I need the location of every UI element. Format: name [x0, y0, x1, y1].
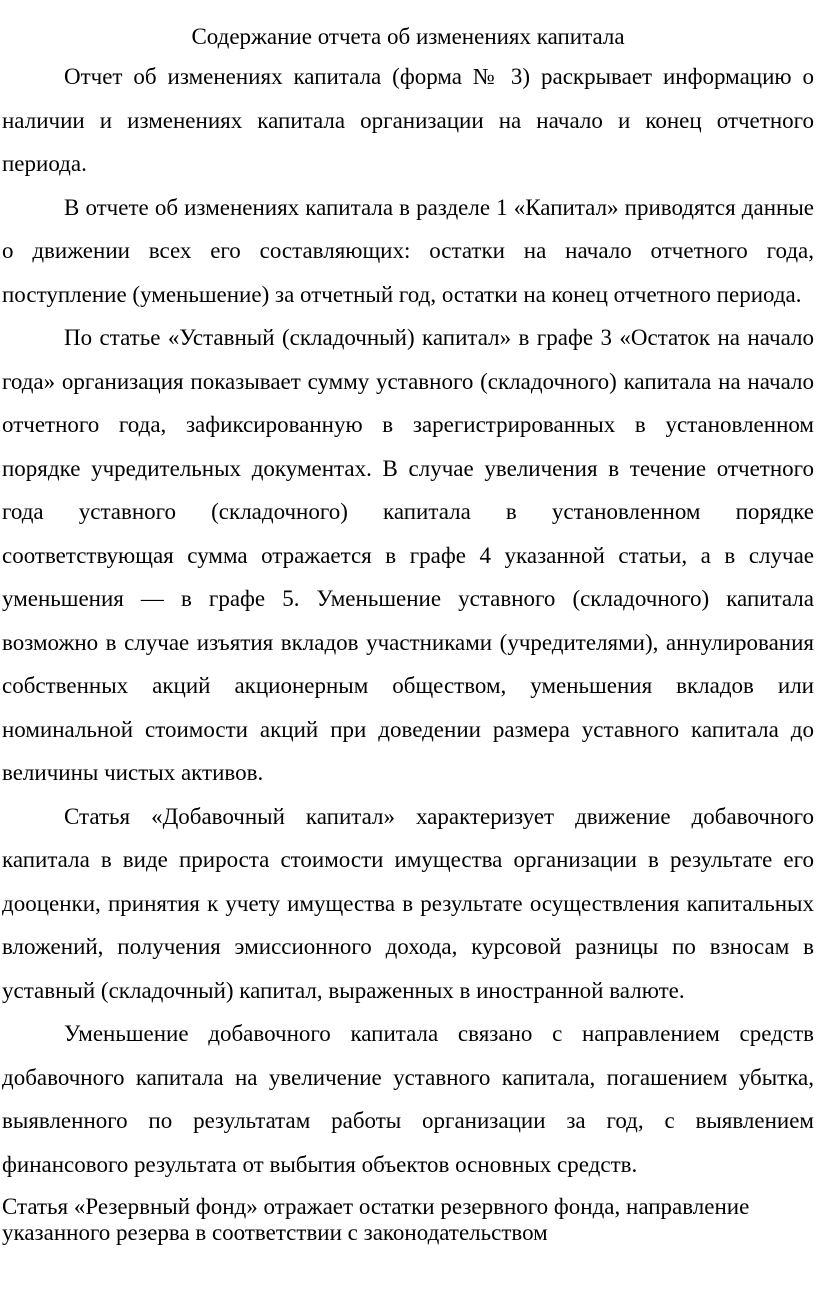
- paragraph-4: Статья «Добавочный капитал» характеризует движение добавочного капитала в виде прироста стоимости имущества организации в результате его дооценки, принятия к учету имущества в результате осуществления капитальных вложений, получения эмиссионного дохода, курсовой разницы по взносам в уставный (складочный) капитал, выраженных в иностранной валюте.: [2, 803, 814, 1003]
- document-body: [0, 55, 816, 1246]
- paragraph-5: Уменьшение добавочного капитала связано с направлением средств добавочного капитала на увеличение уставного капитала, погашением убытка, выявленного по результатам работы организации за год, с выявлением финансового результата от выбытия объектов основных средств.: [2, 1021, 814, 1177]
- paragraph-2: В отчете об изменениях капитала в разделе 1 «Капитал» приводятся данные о движении всех его составляющих: остатки на начало отчетного года, поступление (уменьшение) за отчетный год, остатки на конец отчетного периода.: [2, 194, 814, 307]
- paragraph-tail: Статья «Резервный фонд» отражает остатки резервного фонда, направление указанного резерва в соответствии с законодательством: [2, 1194, 750, 1245]
- document-title: Содержание отчета об изменениях капитала: [191, 24, 625, 49]
- paragraph-3: По статье «Уставный (складочный) капитал» в графе 3 «Остаток на начало года» организация показывает сумму уставного (складочного) капитала на начало отчетного года, зафиксированную в зарегистрированных в установленном порядке учредительных документах. В случае увеличения в течение отчетного года уставного (складочного) капитала в установленном порядке соответствующая сумма отражается в графе 4 указанной статьи, а в случае уменьшения — в графе 5. Уменьшение уставного (складочного) капитала возможно в случае изъятия вкладов участниками (учредителями), аннулирования собственных акций акционерным обществом, уменьшения вкладов или номинальной стоимости акций при доведении размера уставного капитала до величины чистых активов.: [2, 325, 814, 785]
- paragraph-1: Отчет об изменениях капитала (форма № 3) раскрывает информацию о наличии и изменениях капитала организации на начало и конец отчетного периода.: [2, 64, 814, 176]
